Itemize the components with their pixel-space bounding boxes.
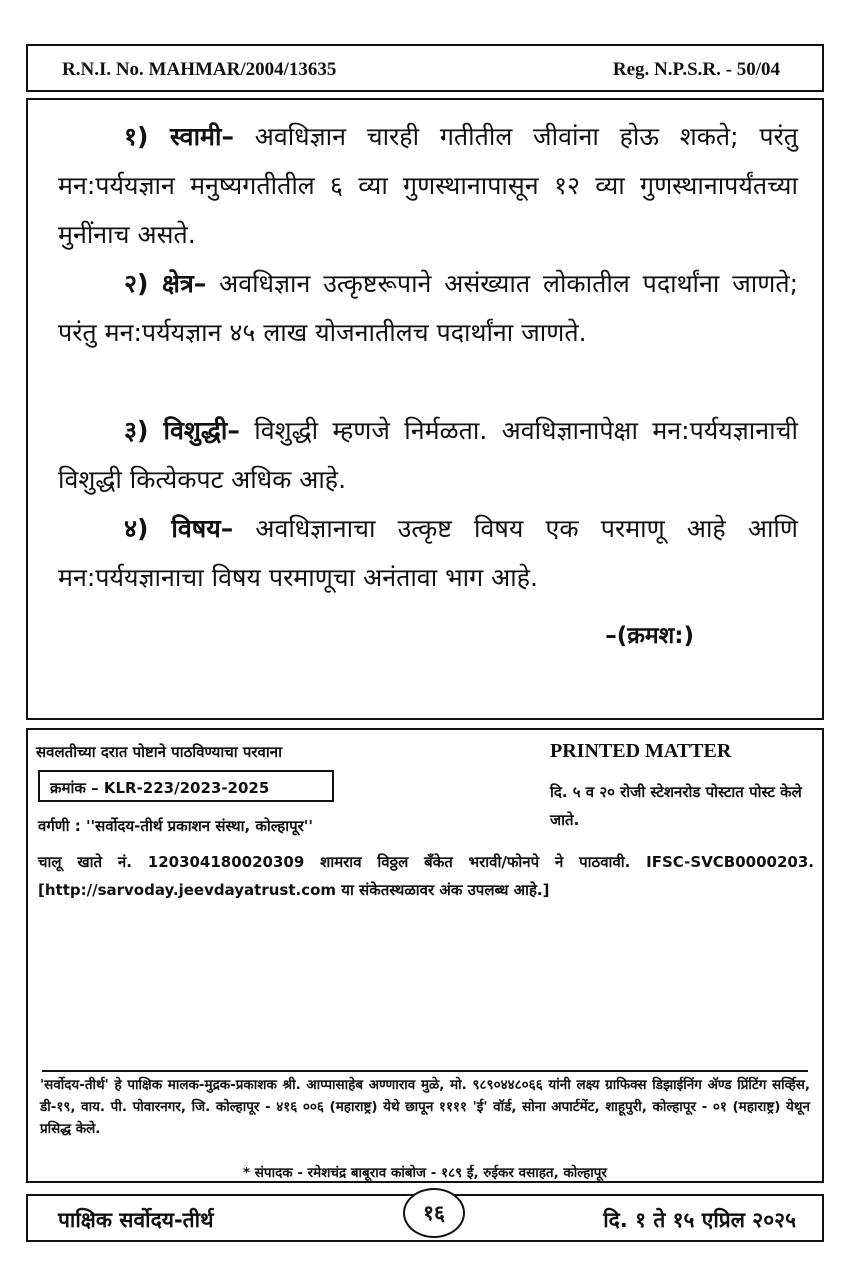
issue-date: दि. १ ते १५ एप्रिल २०२५: [603, 1208, 796, 1232]
postal-permit-label: सवलतीच्या दरात पोष्टाने पाठविण्याचा परवाना: [36, 743, 282, 761]
footer-bar: [26, 1194, 824, 1242]
article-paragraph-1: [58, 112, 798, 259]
to-be-continued-note: –(क्रमश:): [605, 623, 694, 649]
paragraph-heading: ४) विषय–: [124, 514, 234, 543]
masthead-registration-bar: [26, 44, 824, 92]
paragraph-heading: १) स्वामी–: [124, 122, 234, 151]
subscription-payee: वर्गणी : ''सर्वोदय-तीर्थ प्रकाशन संस्था, कोल्हापूर'': [38, 817, 313, 835]
npsr-registration: Reg. N.P.S.R. - 50/04: [612, 59, 780, 80]
publication-name: पाक्षिक सर्वोदय-तीर्थ: [58, 1208, 214, 1232]
paragraph-heading: ३) विशुद्धी–: [124, 416, 240, 445]
page-number-badge: १६: [403, 1188, 465, 1238]
paragraph-text: विशुद्धी म्हणजे निर्मळता. अवधिज्ञानापेक्षा मन:पर्ययज्ञानाची विशुद्धी कित्येकपट अधिक आहे.: [58, 416, 798, 494]
publisher-text: 'सर्वोदय-तीर्थ' हे पाक्षिक मालक-मुद्रक-प्रकाशक श्री. आप्पासाहेब अण्णाराव मुळे, मो. ९८९०४४८०६६ यांनी लक्ष्य ग्राफिक्स डिझाईनिंग ॲण्ड प्रिंटिंग सर्व्हिस, डी-१९, वाय. पी. पोवारनगर, जि. कोल्हापूर - ४१६ ००६ (महाराष्ट्र) येथे छापून ११११ 'ई' वॉर्ड, सोना अपार्टमेंट, शाहूपुरी, कोल्हापूर - ०१ (महाराष्ट्र) येथून प्रसिद्ध केले.: [40, 1077, 810, 1137]
paragraph-heading: २) क्षेत्र–: [124, 269, 207, 298]
article-paragraph-4: [58, 504, 798, 602]
permit-number-box: [38, 770, 334, 802]
rni-number: R.N.I. No. MAHMAR/2004/13635: [62, 59, 337, 80]
editor-line: * संपादक - रमेशचंद्र बाबूराव कांबोज - १८९ ई, रुईकर वसाहत, कोल्हापूर: [243, 1165, 607, 1181]
paragraph-text: अवधिज्ञान उत्कृष्टरूपाने असंख्यात लोकातील पदार्थांना जाणते; परंतु मन:पर्ययज्ञान ४५ लाख योजनातीलच पदार्थांना जाणते.: [58, 269, 798, 347]
publisher-imprint: [40, 1074, 810, 1181]
bank-account-details: चालू खाते नं. 120304180020309 शामराव विठ्ठल बँकेत भरावी/फोनपे ने पाठवावी. IFSC-SVCB0000203. [http://sarvoday.jeevdayatrust.com या संकेतस्थळावर अंक उपलब्ध आहे.]: [38, 853, 814, 899]
printed-matter-label: PRINTED MATTER: [550, 740, 732, 762]
article-box: [26, 98, 824, 720]
paragraph-text: अवधिज्ञान चारही गतीतील जीवांना होऊ शकते; परंतु मन:पर्ययज्ञान मनुष्यगतीतील ६ व्या गुणस्थानापासून १२ व्या गुणस्थानापर्यंतच्या मुनींनाच असते.: [58, 122, 799, 249]
posting-dates-note: दि. ५ व २० रोजी स्टेशनरोड पोस्टात पोस्ट केले जाते.: [550, 783, 802, 829]
divider: [42, 1070, 808, 1072]
article-paragraph-2: [58, 259, 798, 357]
permit-number: क्रमांक – KLR-223/2023-2025: [50, 779, 270, 797]
paragraph-text: अवधिज्ञानाचा उत्कृष्ट विषय एक परमाणू आहे आणि मन:पर्ययज्ञानाचा विषय परमाणूचा अनंतावा भाग आहे.: [58, 514, 798, 592]
article-paragraph-3: [58, 406, 798, 504]
postal-info-box: [26, 728, 824, 1183]
